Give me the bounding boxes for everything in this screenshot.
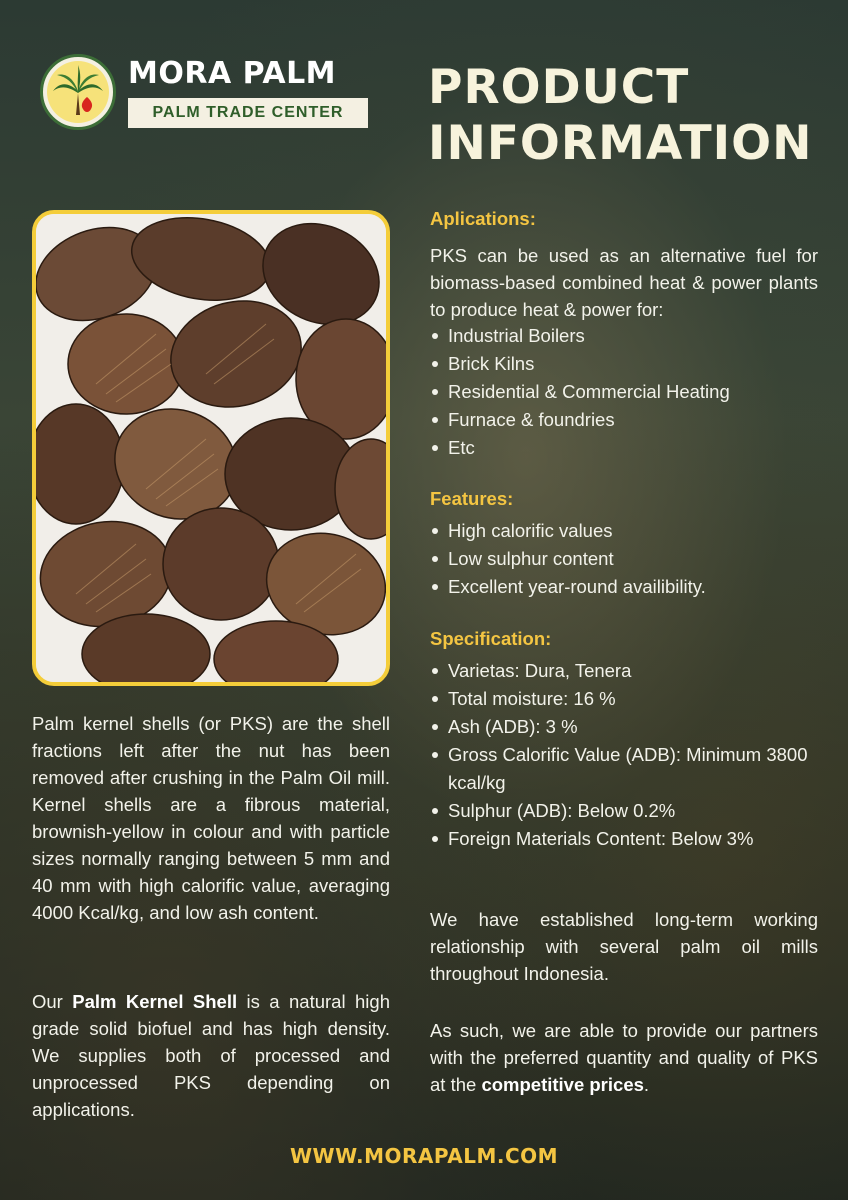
- pricing-text-1: As such, we are able to provide our partners with the preferred quantity and quality of PKS at the: [430, 1020, 818, 1095]
- list-item: Low sulphur content: [430, 545, 820, 573]
- list-item: Ash (ADB): 3 %: [430, 713, 820, 741]
- competitive-prices-bold: competitive prices: [481, 1074, 644, 1095]
- product-photo: [32, 210, 390, 686]
- applications-intro: PKS can be used as an alternative fuel for biomass-based combined heat & power plants to produce heat & power for:: [430, 245, 818, 320]
- relationship-paragraph: We have established long-term working relationship with several palm oil mills throughout Indonesia.: [430, 909, 818, 984]
- brand-logo: [40, 48, 370, 136]
- list-item: Residential & Commercial Heating: [430, 378, 820, 406]
- title-line-2: INFORMATION: [428, 116, 813, 171]
- website-link[interactable]: WWW.MORAPALM.COM: [289, 1144, 559, 1168]
- brand-name: MORA PALM: [128, 56, 337, 91]
- list-item: Excellent year-round availibility.: [430, 573, 820, 601]
- specification-heading: Specification:: [430, 628, 552, 649]
- palm-tree-logo-icon: [40, 54, 116, 130]
- list-item: Varietas: Dura, Tenera: [430, 657, 820, 685]
- applications-list: [430, 322, 820, 462]
- list-item: Brick Kilns: [430, 350, 820, 378]
- list-item: Furnace & foundries: [430, 406, 820, 434]
- features-list: [430, 517, 820, 601]
- list-item: High calorific values: [430, 517, 820, 545]
- title-line-1: PRODUCT: [428, 60, 690, 115]
- product-summary-text-1: Our: [32, 991, 73, 1012]
- list-item: Gross Calorific Value (ADB): Minimum 3800 kcal/kg: [430, 741, 820, 797]
- palm-kernel-shells-image: [36, 214, 386, 682]
- specification-list: [430, 657, 820, 853]
- list-item: Etc: [430, 434, 820, 462]
- page-title: [428, 60, 828, 172]
- list-item: Total moisture: 16 %: [430, 685, 820, 713]
- pks-description: Palm kernel shells (or PKS) are the shell fractions left after the nut has been removed after crushing in the Palm Oil mill. Kernel shells are a fibrous material, brownish-yellow in colour and with particle sizes normally ranging between 5 mm and 40 mm with high calorific value, averaging 4000 Kcal/kg, and low ash content.: [32, 713, 390, 923]
- product-summary-text-2: is a natural high grade solid biofuel and has high density. We supplies both of processed and unprocessed PKS depending on applications.: [32, 991, 390, 1120]
- applications-heading: Aplications:: [430, 208, 536, 229]
- features-heading: Features:: [430, 488, 514, 509]
- product-name-bold: Palm Kernel Shell: [72, 991, 238, 1012]
- list-item: Industrial Boilers: [430, 322, 820, 350]
- pricing-paragraph: [430, 1017, 818, 1098]
- list-item: Sulphur (ADB): Below 0.2%: [430, 797, 820, 825]
- brand-subtitle: PALM TRADE CENTER: [128, 98, 368, 128]
- pricing-text-2: .: [643, 1074, 650, 1095]
- list-item: Foreign Materials Content: Below 3%: [430, 825, 820, 853]
- product-summary: [32, 988, 390, 1123]
